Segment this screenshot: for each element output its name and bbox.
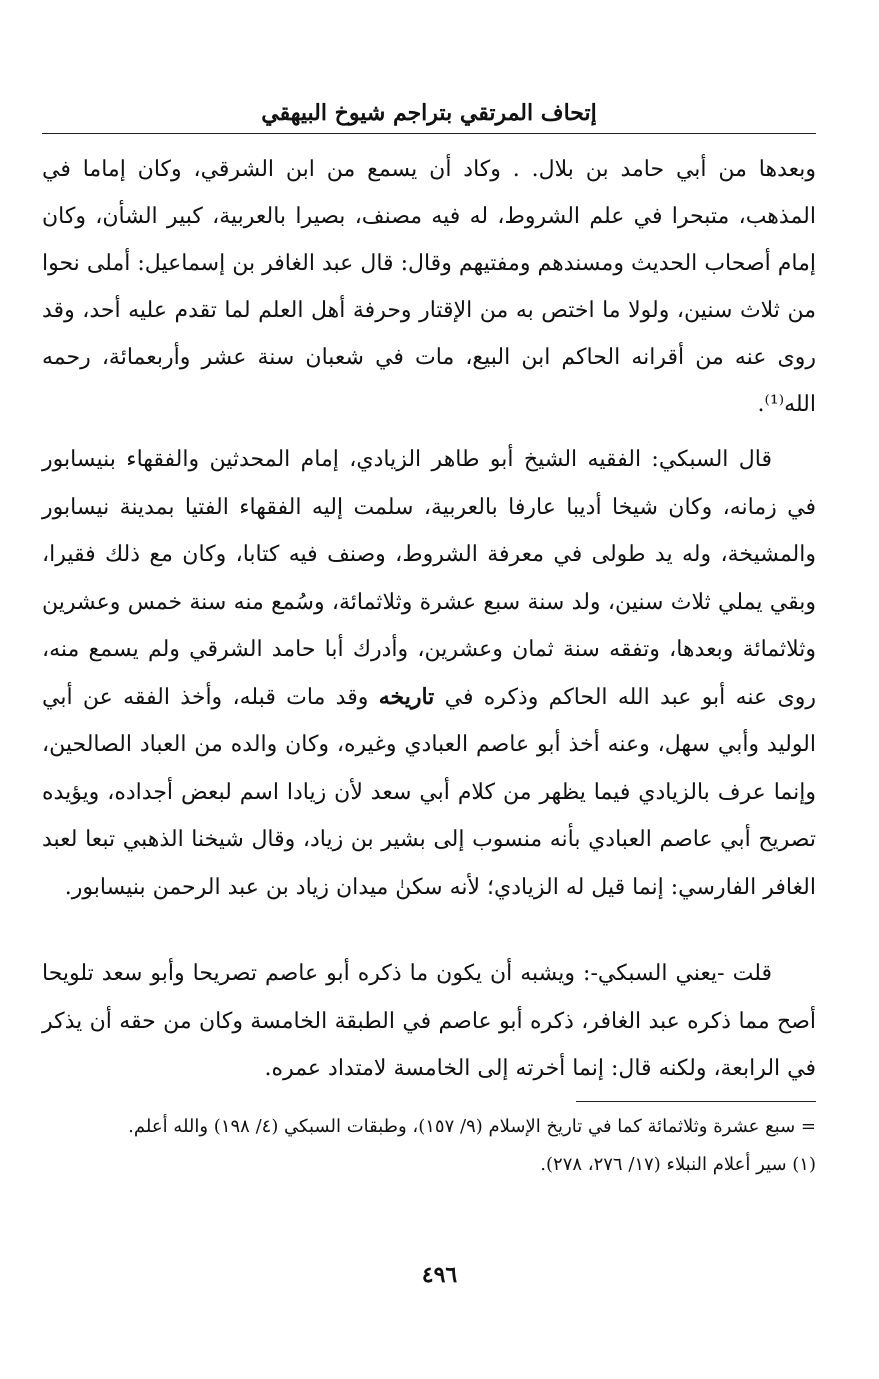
paragraph-text [42, 436, 816, 911]
body-paragraph-3 [42, 950, 816, 1093]
footnote-separator [576, 1101, 816, 1102]
body-paragraph-2 [42, 436, 816, 911]
paragraph-text-part: قال السبكي: الفقيه الشيخ أبو طاهر الزيادي، إمام المحدثين والفقهاء بنيسابور في زمانه، وكان شيخا أديبا عارفا بالعربية، سلمت إليه الفقهاء الفتيا بمدينة نيسابور والمشيخة، وله يد طولى في معرفة الشروط، وصنف فيه كتابا، وكان مع ذلك فقيرا، وبقي يملي ثلاث سنين، ولد سنة سبع عشرة وثلاثمائة، وسُمع منه سنة خمس وعشرين وثلاثمائة وبعدها، وتفقه سنة ثمان وعشرين، وأدرك أبا حامد الشرقي ولم يسمع منه، روى عنه أبو عبد الله الحاكم وذكره في [42, 447, 816, 710]
body-paragraph-1 [42, 146, 816, 428]
paragraph-text-part: وقد مات قبله، وأخذ الفقه عن أبي الوليد وأبي سهل، وعنه أخذ أبو عاصم العبادي وغيره، وكان والده من العباد الصالحين، وإنما عرف بالزيادي فيما يظهر من كلام أبي سعد لأن زيادا اسم لبعض أجداده، ويؤيده تصريح أبي عاصم العبادي بأنه منسوب إلى بشير بن زياد، وقال شيخنا الذهبي تبعا لعبد الغافر الفارسي: إنما قيل له الزيادي؛ لأنه سكنٰ ميدان زياد بن عبد الرحمن بنيسابور. [42, 684, 816, 900]
paragraph-text: وبعدها من أبي حامد بن بلال. . وكاد أن يسمع من ابن الشرقي، وكان إماما في المذهب، متبحرا في علم الشروط، له فيه مصنف، بصيرا بالعربية، كبير الشأن، وكان إمام أصحاب الحديث ومسندهم ومفتيهم وقال: قال عبد الغافر بن إسماعيل: أملى نحوا من ثلاث سنين، ولولا ما اختص به من الإقتار وحرفة أهل العلم لما تقدم عليه أحد، وقد روى عنه من أقرانه الحاكم ابن البيع، مات في شعبان سنة عشر وأربعمائة، رحمه الله⁽¹⁾. [42, 157, 816, 417]
running-header-title: إتحاف المرتقي بتراجم شيوخ البيهقي [261, 100, 597, 126]
footnote-continuation: = سبع عشرة وثلاثمائة كما في تاريخ الإسلام (٩/ ١٥٧)، وطبقات السبكي (٤/ ١٩٨) والله أعلم. [128, 1116, 816, 1137]
book-title-emphasis: تاريخه [378, 683, 435, 710]
paragraph-text: قلت -يعني السبكي-: ويشبه أن يكون ما ذكره أبو عاصم تصريحا وأبو سعد تلويحا أصح مما ذكره عبد الغافر، ذكره أبو عاصم في الطبقة الخامسة وكان من حقه أن يذكر في الرابعة، ولكنه قال: إنما أخرته إلى الخامسة لامتداد عمره. [42, 961, 816, 1081]
page-number: ٤٩٦ [421, 1262, 458, 1288]
footnote-1: (١) سير أعلام النبلاء (١٧/ ٢٧٦، ٢٧٨). [540, 1154, 816, 1175]
footnotes [42, 1110, 816, 1186]
header-rule [42, 133, 816, 134]
